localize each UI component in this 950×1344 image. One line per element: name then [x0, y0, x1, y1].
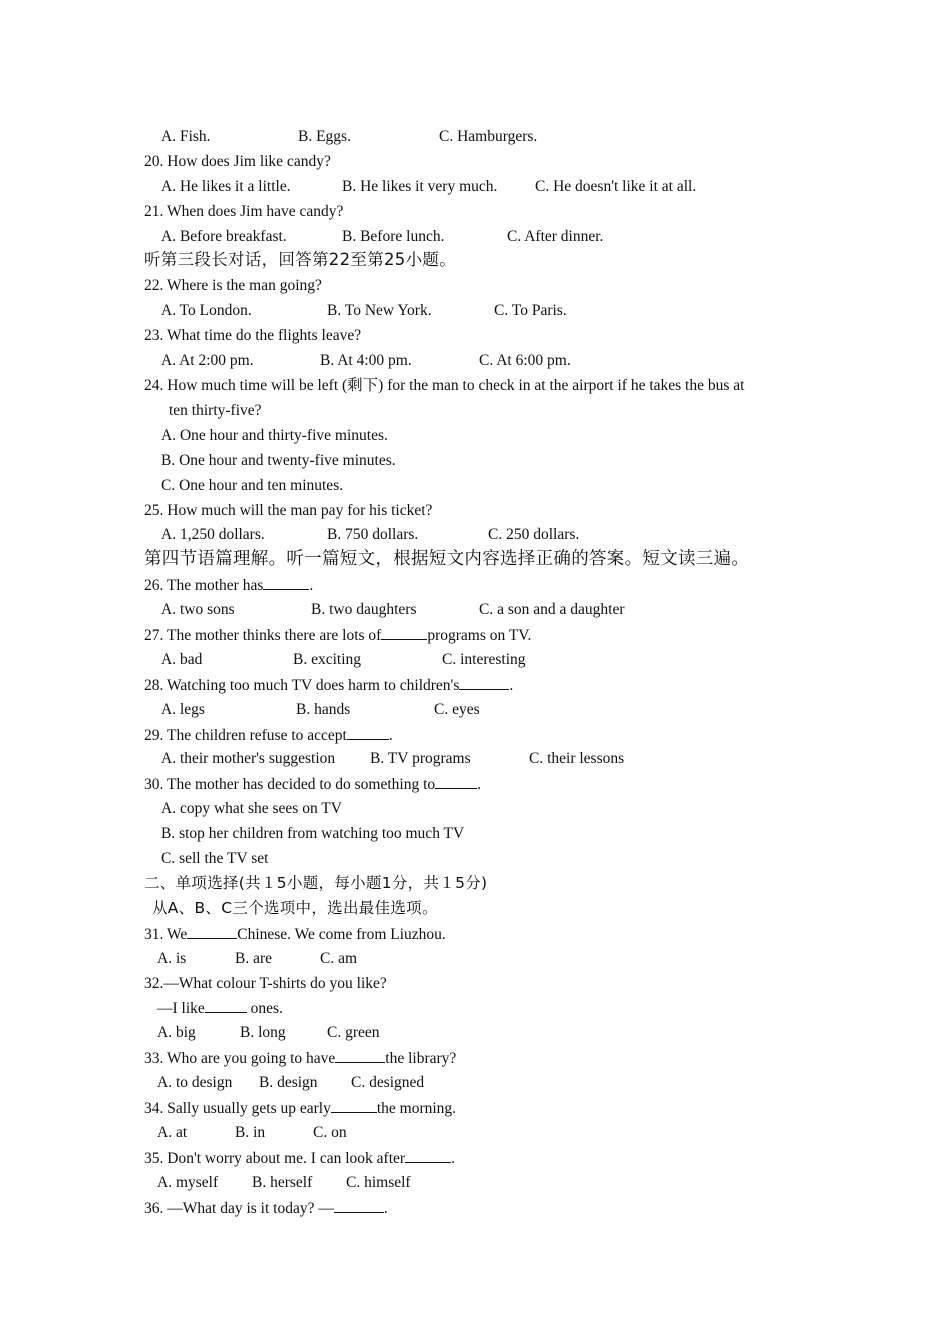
q26-option-c: C. a son and a daughter	[479, 601, 625, 618]
q31-option-a: A. is	[157, 950, 187, 967]
q22-option-b: B. To New York.	[327, 302, 432, 319]
q27-stem-before: 27. The mother thinks there are lots of	[144, 627, 382, 644]
q28-stem-before: 28. Watching too much TV does harm to children's	[144, 677, 460, 694]
q33-option-a: A. to design	[157, 1074, 233, 1091]
q30-option-a: A. copy what she sees on TV	[161, 800, 342, 817]
q34-stem-after: the morning.	[376, 1100, 457, 1117]
q30-option-c: C. sell the TV set	[161, 850, 269, 867]
q21-stem-text: 21. When does Jim have candy?	[144, 203, 344, 220]
q32-option-b: B. long	[240, 1024, 286, 1041]
q26-stem-before: 26. The mother has	[144, 577, 264, 594]
q35-blank	[405, 1148, 451, 1163]
q21-option-a: A. Before breakfast.	[161, 228, 287, 245]
q32-option-c: C. green	[327, 1024, 380, 1041]
q32-blank	[205, 998, 247, 1013]
q28-option-a: A. legs	[161, 701, 205, 718]
q32-stem-text: 32.—What colour T-shirts do you like?	[144, 975, 387, 992]
q35-stem-after: .	[451, 1150, 455, 1167]
q31-option-c: C. am	[320, 950, 358, 967]
q33-stem-after: the library?	[385, 1050, 457, 1067]
q31-stem-after: Chinese. We come from Liuzhou.	[237, 926, 446, 943]
q21-option-c: C. After dinner.	[507, 228, 604, 245]
q19-option-a: A. Fish.	[161, 128, 211, 145]
part2-heading-text: 二、单项选择(共１5小题，每小题1分，共１5分)	[144, 874, 488, 892]
q25-stem-text: 25. How much will the man pay for his ticket?	[144, 502, 433, 519]
q27-option-a: A. bad	[161, 651, 203, 668]
q25-option-c: C. 250 dollars.	[488, 526, 580, 543]
q34-option-a: A. at	[157, 1124, 188, 1141]
q36-blank	[334, 1198, 384, 1213]
q33-option-c: C. designed	[351, 1074, 425, 1091]
section4-heading-text: 第四节语篇理解。听一篇短文，根据短文内容选择正确的答案。短文读三遍。	[144, 549, 750, 569]
q26-blank	[263, 575, 309, 590]
q26-option-a: A. two sons	[161, 601, 235, 618]
q29-option-a: A. their mother's suggestion	[161, 750, 336, 767]
q35-option-c: C. himself	[346, 1174, 411, 1191]
q21-option-b: B. Before lunch.	[342, 228, 445, 245]
q23-stem-text: 23. What time do the flights leave?	[144, 327, 362, 344]
q24-option-a: A. One hour and thirty-five minutes.	[161, 427, 388, 444]
q30-stem-before: 30. The mother has decided to do something to	[144, 776, 436, 793]
q31-blank	[187, 924, 237, 939]
q23-option-c: C. At 6:00 pm.	[479, 352, 571, 369]
q34-option-c: C. on	[313, 1124, 347, 1141]
q24-stem-text-2: ten thirty-five?	[169, 402, 262, 419]
q35-option-a: A. myself	[157, 1174, 219, 1191]
q26-stem-after: .	[309, 577, 314, 594]
q34-blank	[331, 1098, 377, 1113]
q20-option-b: B. He likes it very much.	[342, 178, 498, 195]
q32-option-a: A. big	[157, 1024, 196, 1041]
q29-option-b: B. TV programs	[370, 750, 471, 767]
q27-stem-after: programs on TV.	[427, 627, 532, 644]
q20-option-c: C. He doesn't like it at all.	[535, 178, 697, 195]
q27-blank	[381, 625, 427, 640]
q32-reply-before: —I like	[157, 1000, 205, 1017]
q27-option-c: C. interesting	[442, 651, 526, 668]
q33-blank	[335, 1048, 385, 1063]
q25-option-a: A. 1,250 dollars.	[161, 526, 265, 543]
q22-option-c: C. To Paris.	[494, 302, 567, 319]
q35-option-b: B. herself	[252, 1174, 313, 1191]
q36-stem-after: .	[383, 1200, 388, 1217]
q36-stem-before: 36. —What day is it today? —	[144, 1200, 334, 1217]
q27-option-b: B. exciting	[293, 651, 362, 668]
q29-stem-after: .	[388, 727, 393, 744]
q34-stem-before: 34. Sally usually gets up early	[144, 1100, 331, 1117]
q34-option-b: B. in	[235, 1124, 266, 1141]
q35-stem-before: 35. Don't worry about me. I can look after	[144, 1150, 406, 1167]
q22-option-a: A. To London.	[161, 302, 252, 319]
q26-option-b: B. two daughters	[311, 601, 417, 618]
q29-blank	[347, 725, 389, 740]
q30-blank	[435, 774, 477, 789]
q30-stem-after: .	[477, 776, 482, 793]
q30-option-b: B. stop her children from watching too much TV	[161, 825, 465, 842]
q28-option-c: C. eyes	[434, 701, 480, 718]
q24-stem-text-1: 24. How much time will be left (剩下) for the man to check in at the airport if he takes the bus at	[144, 377, 745, 394]
q23-option-b: B. At 4:00 pm.	[320, 352, 412, 369]
q32-reply-after: ones.	[246, 1000, 283, 1017]
q23-option-a: A. At 2:00 pm.	[161, 352, 254, 369]
q22-stem-text: 22. Where is the man going?	[144, 277, 322, 294]
q33-option-b: B. design	[259, 1074, 318, 1091]
q29-option-c: C. their lessons	[529, 750, 625, 767]
q19-option-b: B. Eggs.	[298, 128, 351, 145]
q28-option-b: B. hands	[296, 701, 351, 718]
section3-heading-text: 听第三段长对话，回答第22至第25小题。	[144, 250, 456, 269]
q20-option-a: A. He likes it a little.	[161, 178, 291, 195]
q19-option-c: C. Hamburgers.	[439, 128, 538, 145]
q33-stem-before: 33. Who are you going to have	[144, 1050, 336, 1067]
q28-stem-after: .	[509, 677, 514, 694]
q25-option-b: B. 750 dollars.	[327, 526, 419, 543]
q24-option-b: B. One hour and twenty-five minutes.	[161, 452, 396, 469]
q31-stem-before: 31. We	[144, 926, 188, 943]
q29-stem-before: 29. The children refuse to accept	[144, 727, 347, 744]
q28-blank	[459, 675, 509, 690]
q20-stem-text: 20. How does Jim like candy?	[144, 153, 331, 170]
q24-option-c: C. One hour and ten minutes.	[161, 477, 344, 494]
part2-instruction-text: 从A、B、C三个选项中，选出最佳选项。	[152, 899, 438, 917]
q31-option-b: B. are	[235, 950, 273, 967]
